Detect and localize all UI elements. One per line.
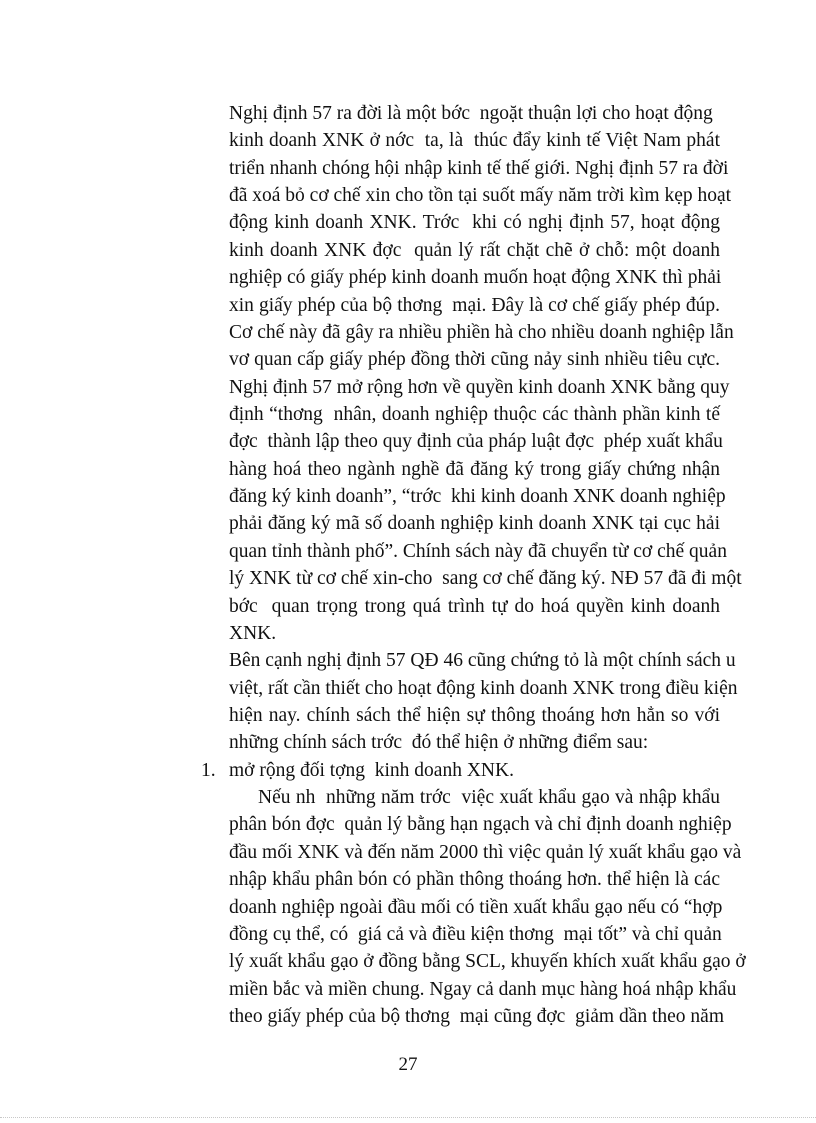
paragraph-line: Cơ chế này đã gây ra nhiều phiền hà cho nhiều doanh nghiệp lẫn [229, 322, 734, 343]
paragraph-line: triển nhanh chóng hội nhập kinh tế thế giới. Nghị định 57 ra đời [229, 158, 729, 179]
paragraph-line: đầu mối XNK và đến năm 2000 thì việc quản lý xuất khẩu gạo và [229, 842, 742, 863]
paragraph-line: đợc thành lập theo quy định của pháp luật đợc phép xuất khẩu [229, 431, 723, 452]
paragraph-line: hàng hoá theo ngành nghề đã đăng ký trong giấy chứng nhận [229, 459, 720, 480]
paragraph-line: kinh doanh XNK ở nớc ta, là thúc đẩy kinh tế Việt Nam phát [229, 130, 720, 151]
paragraph-line: phải đăng ký mã số doanh nghiệp kinh doanh XNK tại cục hải [229, 513, 720, 534]
paragraph-line: lý xuất khẩu gạo ở đồng bằng SCL, khuyến khích xuất khẩu gạo ở [229, 951, 746, 972]
paragraph-line: đồng cụ thể, có giá cả và điều kiện thơng mại tốt” và chỉ quản [229, 924, 722, 945]
paragraph-line: Nếu nh những năm trớc việc xuất khẩu gạo và nhập khẩu [258, 787, 720, 808]
page-number: 27 [398, 1054, 418, 1075]
paragraph-line: bớc quan trọng trong quá trình tự do hoá quyền kinh doanh [229, 596, 720, 617]
paragraph-line: hiện nay. chính sách thể hiện sự thông thoáng hơn hẳn so với [229, 705, 720, 726]
paragraph-line: doanh nghiệp ngoài đầu mối có tiền xuất khẩu gạo nếu có “hợp [229, 897, 723, 918]
paragraph-line: Nghị định 57 mở rộng hơn về quyền kinh doanh XNK bằng quy [229, 377, 730, 398]
list-item-text: mở rộng đối tợng kinh doanh XNK. [229, 760, 514, 781]
paragraph-line: lý XNK từ cơ chế xin-cho sang cơ chế đăng ký. NĐ 57 đã đi một [229, 568, 742, 589]
page-bottom-rule [0, 1117, 816, 1118]
paragraph-line: phân bón đợc quản lý bằng hạn ngạch và chỉ định doanh nghiệp [229, 814, 732, 835]
list-number: 1. [201, 760, 216, 781]
paragraph-line: XNK. [229, 623, 277, 644]
paragraph-line: miền bắc và miền chung. Ngay cả danh mục hàng hoá nhập khẩu [229, 979, 737, 1000]
paragraph-line: động kinh doanh XNK. Trớc khi có nghị định 57, hoạt động [229, 212, 720, 233]
paragraph-line: nghiệp có giấy phép kinh doanh muốn hoạt động XNK thì phải [229, 267, 722, 288]
paragraph-line: quan tỉnh thành phố”. Chính sách này đã chuyển từ cơ chế quản [229, 541, 727, 562]
paragraph-line: theo giấy phép của bộ thơng mại cũng đợc giảm dần theo năm [229, 1006, 724, 1027]
paragraph-line: việt, rất cần thiết cho hoạt động kinh doanh XNK trong điều kiện [229, 678, 738, 699]
paragraph-line: những chính sách trớc đó thể hiện ở những điểm sau: [229, 732, 649, 753]
paragraph-line: Bên cạnh nghị định 57 QĐ 46 cũng chứng tỏ là một chính sách u [229, 650, 736, 671]
paragraph-line: kinh doanh XNK đợc quản lý rất chặt chẽ ở chỗ: một doanh [229, 240, 720, 261]
paragraph-line: định “thơng nhân, doanh nghiệp thuộc các thành phần kinh tế [229, 404, 720, 425]
paragraph-line: đăng ký kinh doanh”, “trớc khi kinh doanh XNK doanh nghiệp [229, 486, 726, 507]
paragraph-line: Nghị định 57 ra đời là một bớc ngoặt thuận lợi cho hoạt động [229, 103, 713, 124]
paragraph-line: vơ quan cấp giấy phép đồng thời cũng nảy sinh nhiều tiêu cực. [229, 349, 720, 370]
paragraph-line: nhập khẩu phân bón có phần thông thoáng hơn. thể hiện là các [229, 869, 720, 890]
paragraph-line: xin giấy phép của bộ thơng mại. Đây là cơ chế giấy phép đúp. [229, 295, 720, 316]
paragraph-line: đã xoá bỏ cơ chế xin cho tồn tại suốt mấy năm trời kìm kẹp hoạt [229, 185, 732, 206]
